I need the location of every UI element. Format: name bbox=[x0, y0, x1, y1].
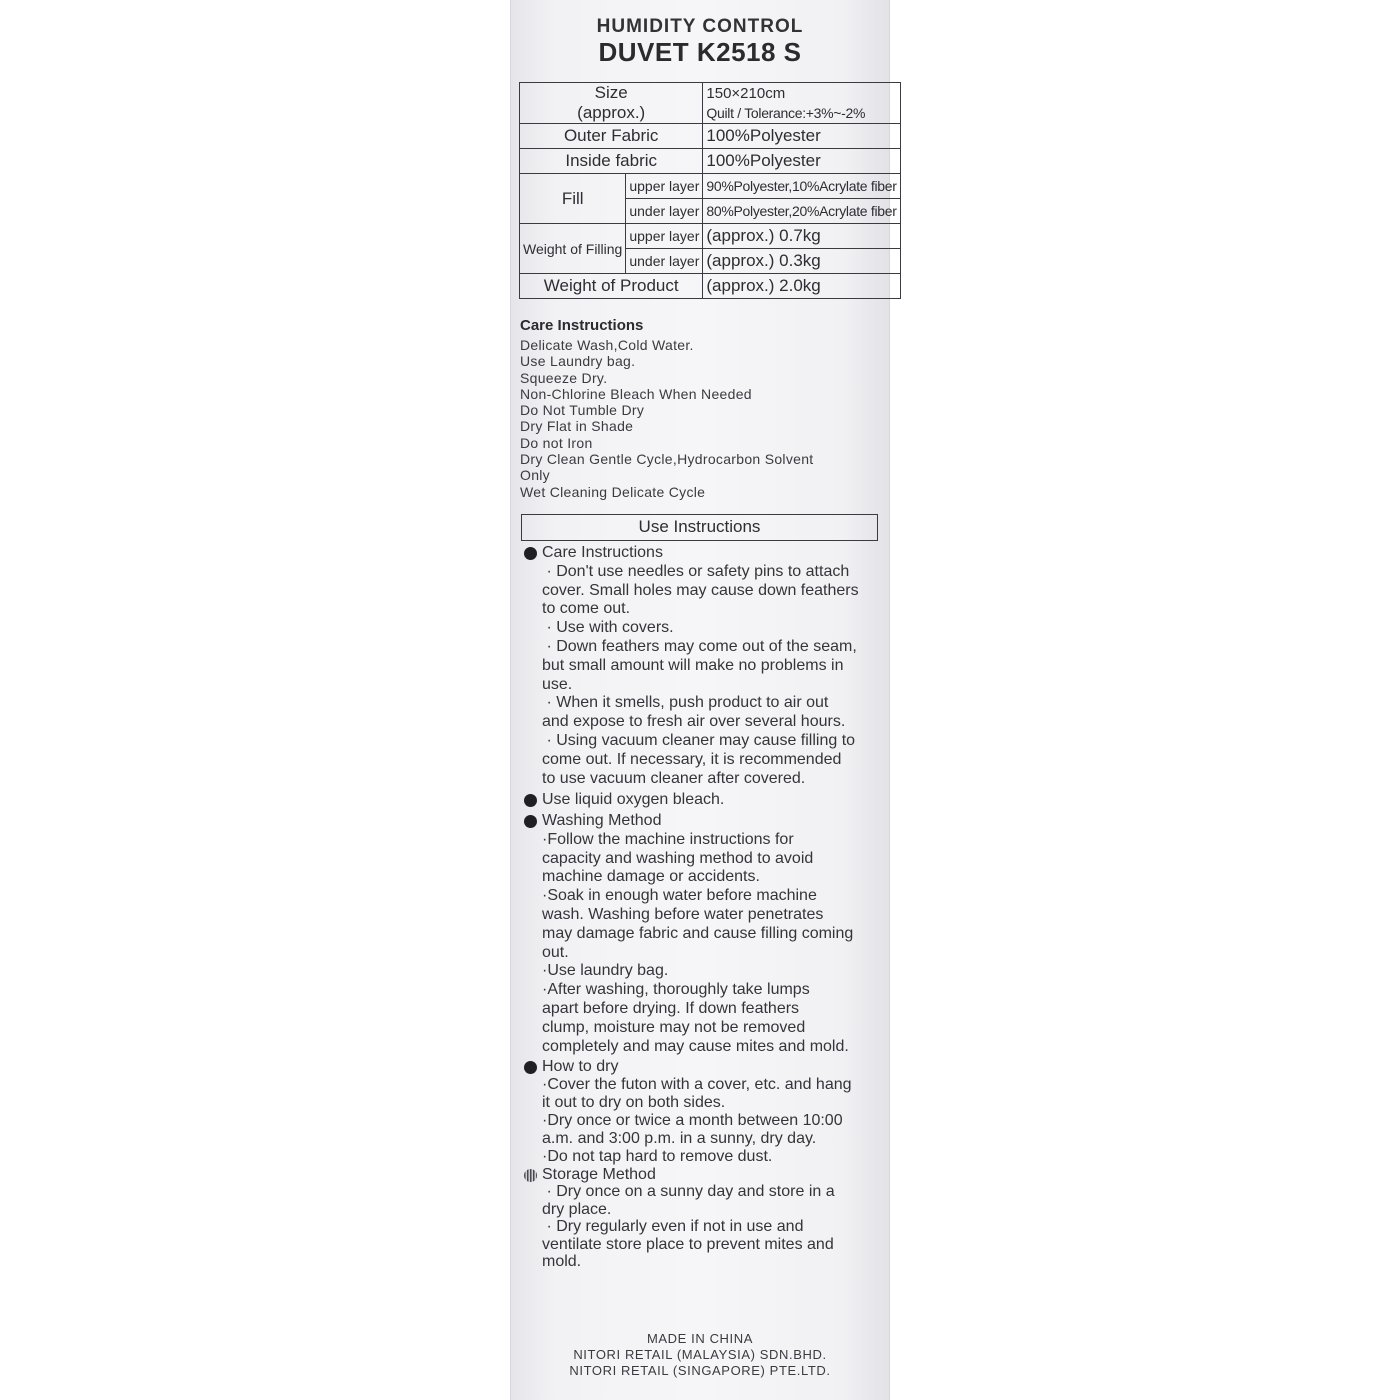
section-line: come out. If necessary, it is recommended bbox=[542, 750, 842, 768]
section-line: dry place. bbox=[542, 1200, 612, 1218]
care-line: Dry Flat in Shade bbox=[520, 418, 634, 435]
fill-under-label: under layer bbox=[626, 199, 703, 224]
size-label-approx: (approx.) bbox=[577, 103, 646, 122]
table-row bbox=[520, 174, 901, 199]
table-row bbox=[520, 224, 901, 249]
outer-fabric-label: Outer Fabric bbox=[520, 124, 703, 149]
inside-fabric-value: 100%Polyester bbox=[703, 149, 900, 174]
size-label-cell bbox=[520, 83, 703, 124]
section-line: machine damage or accidents. bbox=[542, 868, 760, 886]
spec-table bbox=[519, 82, 901, 299]
weight-product-value: (approx.) 2.0kg bbox=[703, 274, 900, 299]
fill-label: Fill bbox=[520, 174, 626, 224]
outer-fabric-value: 100%Polyester bbox=[703, 124, 900, 149]
section-body bbox=[521, 1183, 881, 1270]
care-line: Use Laundry bag. bbox=[520, 353, 636, 370]
section-line: to come out. bbox=[542, 600, 631, 618]
table-row bbox=[520, 124, 901, 149]
care-line: Non-Chlorine Bleach When Needed bbox=[520, 385, 752, 402]
care-line: Delicate Wash,Cold Water. bbox=[520, 337, 694, 353]
section-line: mold. bbox=[542, 1253, 582, 1271]
section-dry bbox=[521, 1058, 881, 1166]
use-instructions-heading: Use Instructions bbox=[521, 514, 878, 541]
care-line: Squeeze Dry. bbox=[520, 369, 608, 386]
section-line: apart before drying. If down feathers bbox=[542, 999, 800, 1017]
section-line: ·Use laundry bag. bbox=[542, 962, 669, 980]
section-title: Storage Method bbox=[542, 1166, 656, 1183]
weight-product-label: Weight of Product bbox=[520, 274, 703, 299]
section-line: clump, moisture may not be removed bbox=[542, 1018, 806, 1036]
section-line: capacity and washing method to avoid bbox=[542, 849, 814, 867]
company-malaysia: NITORI RETAIL (MALAYSIA) SDN.BHD. bbox=[573, 1347, 827, 1362]
section-heading bbox=[521, 544, 881, 563]
weight-filling-upper-value: (approx.) 0.7kg bbox=[703, 224, 900, 249]
section-line: ·After washing, thoroughly take lumps bbox=[542, 981, 810, 999]
label-title-line1: HUMIDITY CONTROL bbox=[596, 16, 804, 37]
table-row bbox=[520, 149, 901, 174]
section-line: completely and may cause mites and mold. bbox=[542, 1037, 849, 1055]
section-line: a.m. and 3:00 p.m. in a sunny, dry day. bbox=[542, 1130, 817, 1147]
label-title-line2: DUVET K2518 S bbox=[598, 37, 802, 67]
table-row bbox=[520, 83, 901, 104]
section-line: · Dry regularly even if not in use and bbox=[542, 1218, 804, 1236]
section-line: to use vacuum cleaner after covered. bbox=[542, 769, 806, 787]
section-line: ·Do not tap hard to remove dust. bbox=[542, 1148, 773, 1165]
size-label: Size bbox=[594, 83, 628, 102]
fill-under-value: 80%Polyester,20%Acrylate fiber bbox=[703, 199, 900, 224]
section-line: · Down feathers may come out of the seam, bbox=[542, 637, 857, 655]
section-line: · Using vacuum cleaner may cause filling to bbox=[542, 731, 856, 749]
care-instructions-title: Care Instructions bbox=[520, 317, 644, 334]
section-line: · Don't use needles or safety pins to attach bbox=[542, 562, 850, 580]
section-line: ·Cover the futon with a cover, etc. and hang bbox=[542, 1076, 852, 1093]
section-line: use. bbox=[542, 675, 573, 693]
section-heading bbox=[521, 1166, 881, 1183]
section-line: wash. Washing before water penetrates bbox=[542, 905, 824, 923]
section-title: How to dry bbox=[542, 1058, 619, 1075]
section-body bbox=[521, 831, 881, 1057]
section-body bbox=[521, 1076, 881, 1166]
care-line: Dry Clean Gentle Cycle,Hydrocarbon Solvent bbox=[520, 451, 814, 468]
section-line: · Dry once on a sunny day and store in a bbox=[542, 1183, 835, 1201]
section-line: ventilate store place to prevent mites and bbox=[542, 1235, 834, 1253]
section-line: it out to dry on both sides. bbox=[542, 1094, 726, 1111]
bullet-dot-icon bbox=[524, 815, 537, 828]
section-title: Use liquid oxygen bleach. bbox=[542, 791, 725, 808]
section-heading bbox=[521, 791, 881, 810]
section-bleach bbox=[521, 791, 881, 810]
section-line: may damage fabric and cause filling coming bbox=[542, 924, 854, 942]
table-row bbox=[520, 274, 901, 299]
care-line: Wet Cleaning Delicate Cycle bbox=[520, 483, 706, 500]
section-care bbox=[521, 544, 881, 788]
care-line: Do Not Tumble Dry bbox=[520, 402, 645, 419]
bullet-dot-icon bbox=[524, 1169, 537, 1182]
section-line: and expose to fresh air over several hours. bbox=[542, 713, 846, 731]
company-singapore: NITORI RETAIL (SINGAPORE) PTE.LTD. bbox=[569, 1363, 831, 1378]
bullet-dot-icon bbox=[524, 794, 537, 807]
bullet-dot-icon bbox=[524, 547, 537, 560]
weight-filling-label: Weight of Filling bbox=[520, 224, 626, 274]
weight-filling-upper-label: upper layer bbox=[626, 224, 703, 249]
section-washing bbox=[521, 812, 881, 1056]
size-tolerance: Quilt / Tolerance:+3%~-2% bbox=[703, 103, 900, 124]
section-line: cover. Small holes may cause down feathers bbox=[542, 581, 859, 599]
label-footer bbox=[511, 1331, 889, 1379]
care-line: Only bbox=[520, 467, 550, 484]
size-value: 150×210cm bbox=[703, 83, 900, 104]
weight-filling-under-label: under layer bbox=[626, 249, 703, 274]
fill-upper-value: 90%Polyester,10%Acrylate fiber bbox=[703, 174, 900, 199]
care-instructions-list bbox=[520, 337, 880, 500]
fill-upper-label: upper layer bbox=[626, 174, 703, 199]
section-heading bbox=[521, 1058, 881, 1076]
section-line: · Use with covers. bbox=[542, 619, 674, 637]
section-line: ·Dry once or twice a month between 10:00 bbox=[542, 1112, 843, 1129]
section-title: Care Instructions bbox=[542, 544, 663, 561]
care-label-tag bbox=[510, 0, 897, 1400]
bullet-dot-icon bbox=[524, 1061, 537, 1074]
section-line: but small amount will make no problems in bbox=[542, 656, 844, 674]
made-in-text: MADE IN CHINA bbox=[646, 1331, 754, 1346]
care-line: Do not Iron bbox=[520, 434, 593, 451]
section-storage bbox=[521, 1166, 881, 1270]
section-line: ·Follow the machine instructions for bbox=[542, 830, 794, 848]
inside-fabric-label: Inside fabric bbox=[520, 149, 703, 174]
section-line: ·Soak in enough water before machine bbox=[542, 887, 817, 905]
section-line: · When it smells, push product to air out bbox=[542, 694, 829, 712]
section-heading bbox=[521, 812, 881, 831]
section-body bbox=[521, 563, 881, 789]
section-line: out. bbox=[542, 943, 569, 961]
section-title: Washing Method bbox=[542, 812, 662, 829]
weight-filling-under-value: (approx.) 0.3kg bbox=[703, 249, 900, 274]
